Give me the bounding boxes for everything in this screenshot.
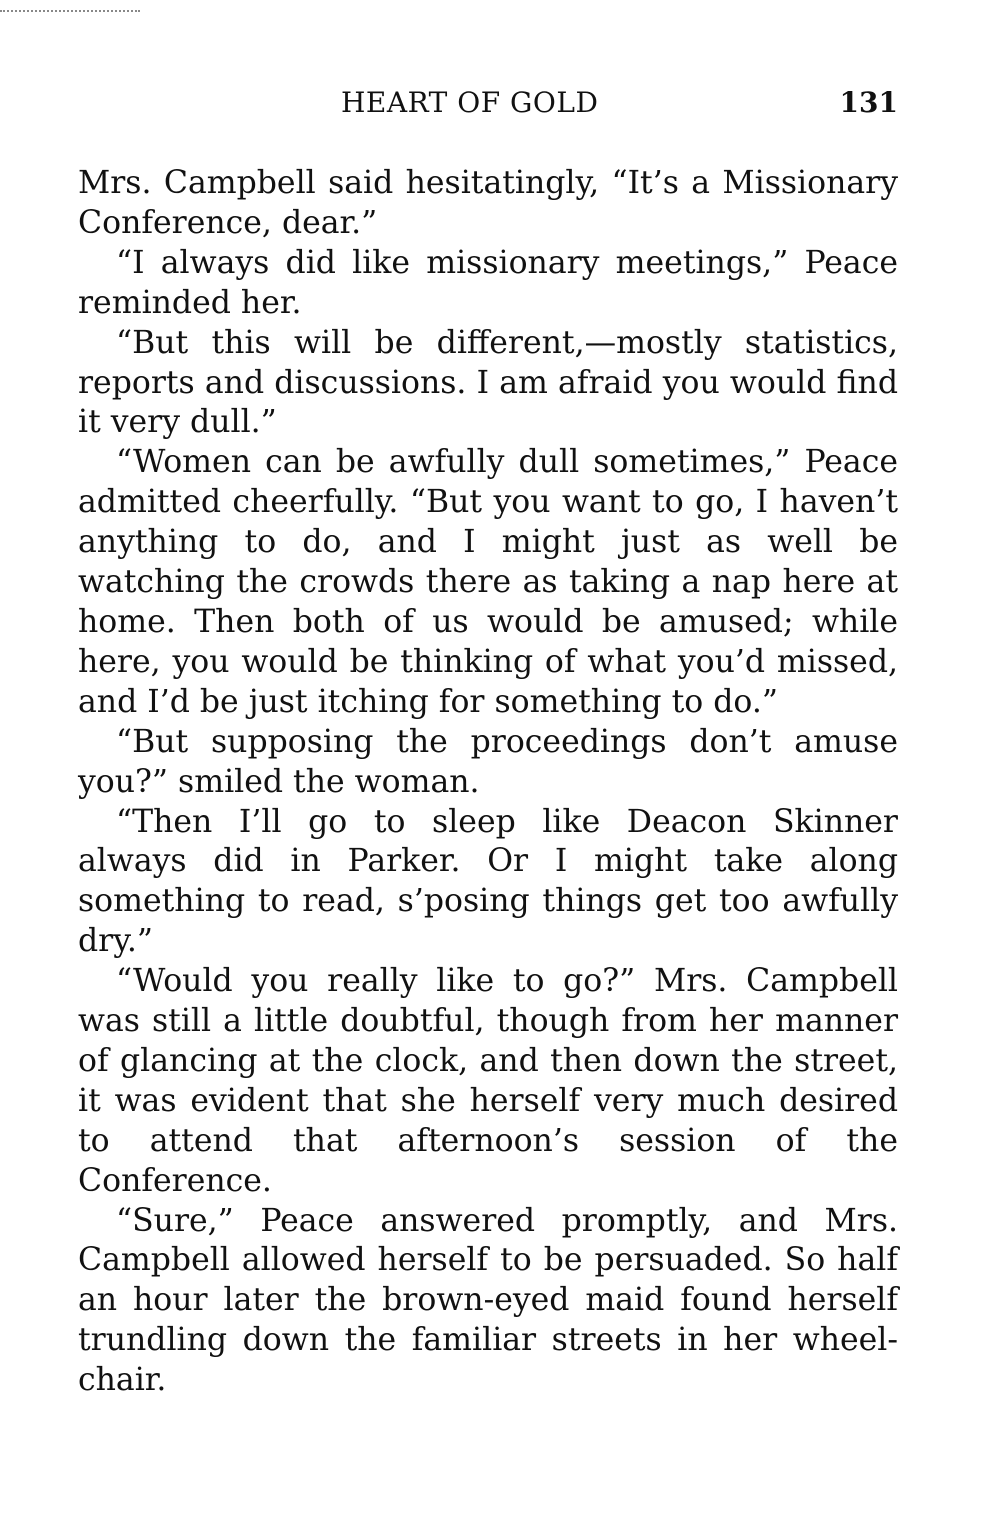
paragraph: “Sure,” Peace answered promptly, and Mrs. Campbell allowed herself to be persuaded. So half an hour later the brown-eyed maid found herself trundling down the familiar streets in her wheel-chair. [78,1202,898,1399]
paragraph: Mrs. Campbell said hesitatingly, “It’s a Missionary Conference, dear.” [78,165,898,241]
paragraph: “Would you really like to go?” Mrs. Campbell was still a little doubtful, though from her manner of glancing at the clock, and then down the street, it was evident that she herself very much desired to attend that afternoon’s session of the Conference. [78,963,898,1199]
scan-artifact [0,10,140,16]
paragraph: “But this will be different,—mostly statistics, reports and discussions. I am afraid you would find it very dull.” [78,324,898,441]
paragraph: “I always did like missionary meetings,” Peace reminded her. [78,244,898,321]
page-number: 131 [839,86,898,119]
paragraph: “But supposing the proceedings don’t amuse you?” smiled the woman. [78,723,898,800]
running-head [78,86,898,126]
paragraph: “Women can be awfully dull sometimes,” Peace admitted cheerfully. “But you want to go, I haven’t anything to do, and I might just as well be watching the crowds there as taking a nap here at home. Then both of us would be amused; while here, you would be thinking of what you’d missed, and I’d be just itching for something to do.” [78,444,898,720]
body-text [78,164,898,1401]
running-title: HEART OF GOLD [341,86,599,119]
paragraph: “Then I’ll go to sleep like Deacon Skinner always did in Parker. Or I might take along something to read, s’posing things get too awfully dry.” [78,803,898,960]
